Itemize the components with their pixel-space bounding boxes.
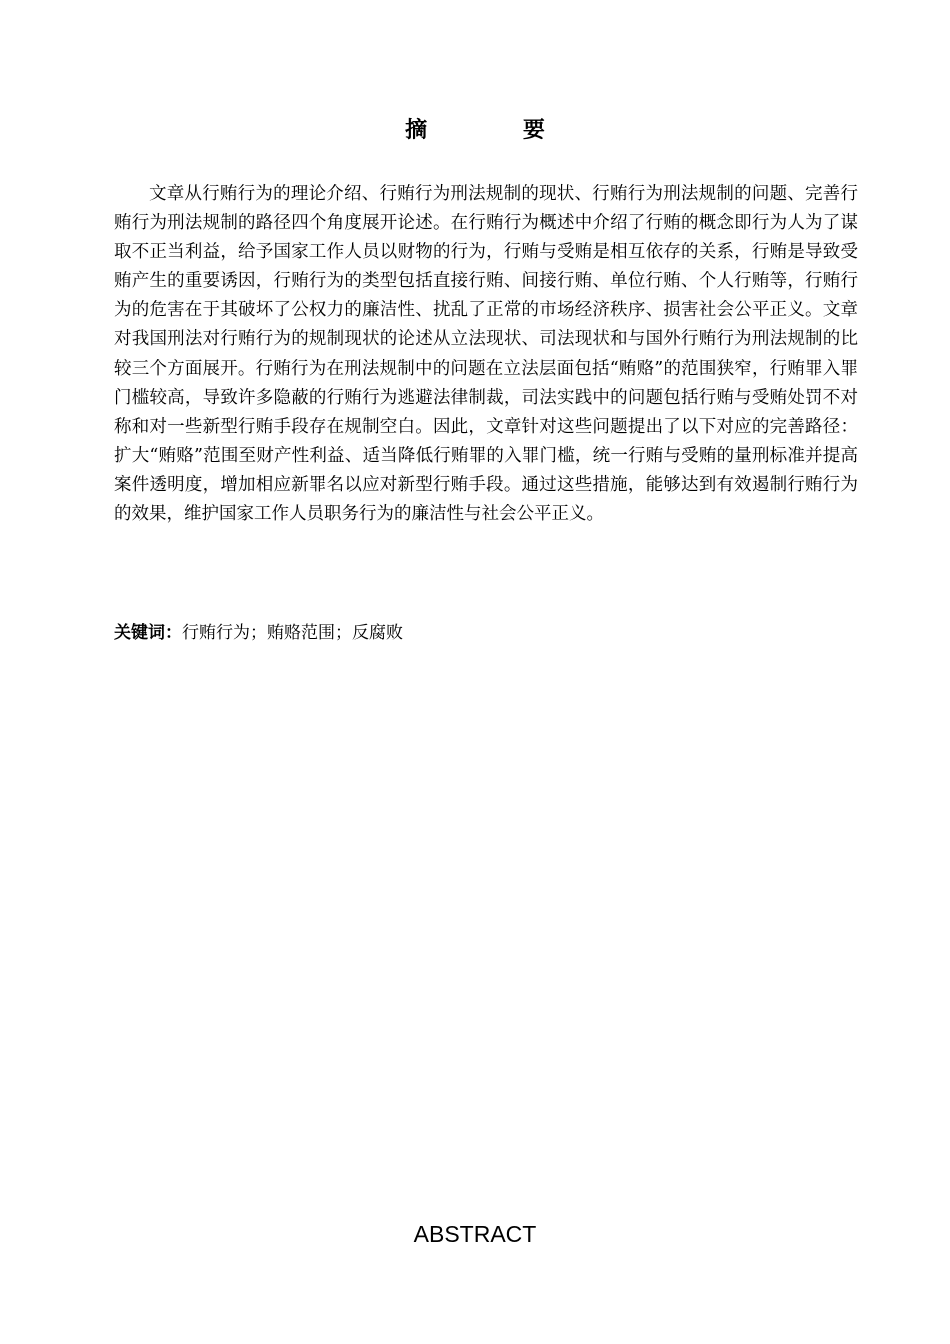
english-abstract-title: ABSTRACT — [413, 1221, 537, 1247]
abstract-body: 文章从行贿行为的理论介绍、行贿行为刑法规制的现状、行贿行为刑法规制的问题、完善行贿行为刑法规制的路径四个角度展开论述。在行贿行为概述中介绍了行贿的概念即行为人为了谋取不正当利益，给予国家工作人员以财物的行为，行贿与受贿是相互依存的关系，行贿是导致受贿产生的重要诱因，行贿行为的类型包括直接行贿、间接行贿、单位行贿、个人行贿等，行贿行为的危害在于其破坏了公权力的廉洁性、扰乱了正常的市场经济秩序、损害社会公平正义。文章对我国刑法对行贿行为的规制现状的论述从立法现状、司法现状和与国外行贿行为刑法规制的比较三个方面展开。行贿行为在刑法规制中的问题在立法层面包括“贿赂”的范围狭窄，行贿罪入罪门槛较高，导致许多隐蔽的行贿行为逃避法律制裁，司法实践中的问题包括行贿与受贿处罚不对称和对一些新型行贿手段存在规制空白。因此，文章针对这些问题提出了以下对应的完善路径：扩大“贿赂”范围至财产性利益、适当降低行贿罪的入罪门槛，统一行贿与受贿的量刑标准并提高案件透明度，增加相应新罪名以应对新型行贿手段。通过这些措施，能够达到有效遏制行贿行为的效果，维护国家工作人员职务行为的廉洁性与社会公平正义。 — [114, 184, 858, 525]
keywords-label: 关键词： — [114, 623, 182, 643]
keywords-text: 行贿行为；贿赂范围；反腐败 — [182, 623, 403, 643]
keywords-line — [114, 619, 403, 647]
abstract-title: 摘 要 — [405, 118, 589, 143]
